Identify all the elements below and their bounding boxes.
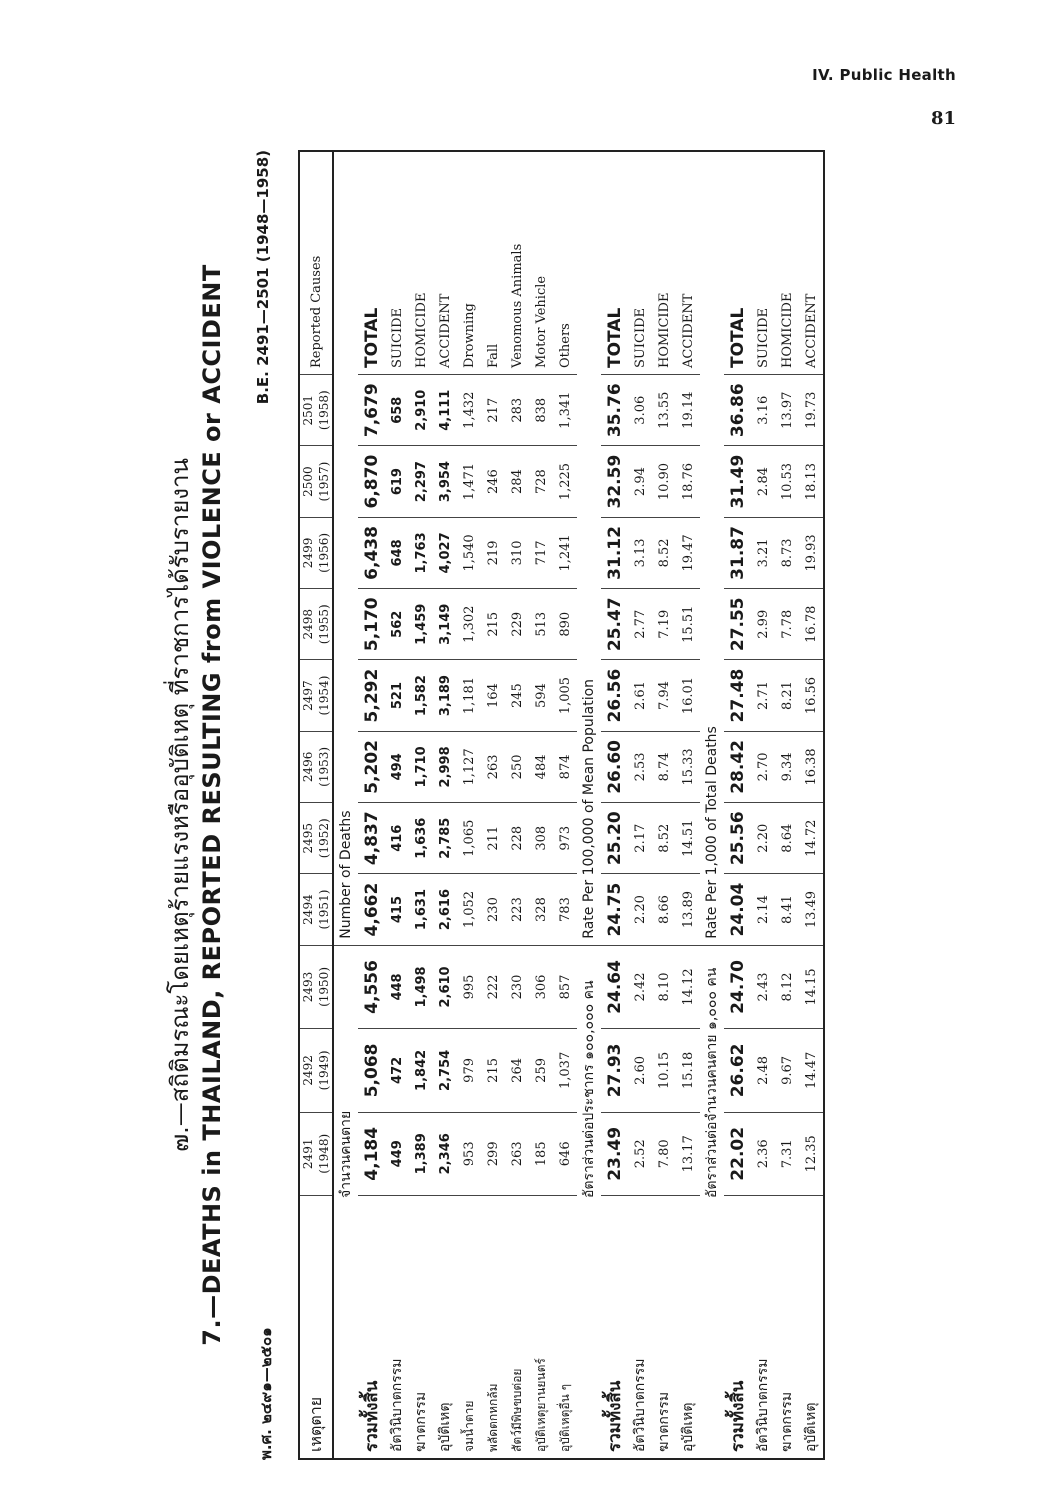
cause-english: Drowning (457, 151, 481, 375)
cause-english: TOTAL (601, 151, 628, 375)
header-year (299, 446, 333, 517)
year-be: 2499 (301, 537, 315, 569)
cause-thai: ฆาตกรรม (409, 1196, 433, 1460)
value-cell: 4,111 (433, 375, 457, 446)
value-cell: 7.31 (775, 1112, 799, 1195)
year-be: 2496 (301, 751, 315, 783)
table-row (553, 151, 577, 1459)
value-cell: 979 (457, 1029, 481, 1112)
value-cell: 211 (481, 803, 505, 874)
table-row (652, 151, 676, 1459)
value-cell: 2.53 (628, 731, 652, 802)
value-cell: 19.47 (676, 517, 700, 588)
value-cell: 2.43 (751, 945, 775, 1028)
value-cell: 15.33 (676, 731, 700, 802)
year-be: 2495 (301, 822, 315, 854)
value-cell: 2,754 (433, 1029, 457, 1112)
value-cell: 14.47 (799, 1029, 824, 1112)
table-row (505, 151, 529, 1459)
value-cell: 619 (385, 446, 409, 517)
value-cell: 19.14 (676, 375, 700, 446)
value-cell: 2.14 (751, 874, 775, 945)
value-cell: 4,837 (358, 803, 385, 874)
value-cell: 2.99 (751, 589, 775, 660)
value-cell: 1,459 (409, 589, 433, 660)
value-cell: 4,556 (358, 945, 385, 1028)
value-cell: 25.56 (724, 803, 751, 874)
cause-thai: อัตวินิบาตกรรม (385, 1196, 409, 1460)
value-cell: 484 (529, 731, 553, 802)
value-cell: 3,189 (433, 660, 457, 731)
title-thai: ๗.—สถิติมรณะโดยเหตุร้ายแรงหรืออุบัติเหตุ ที่ราชการได้รับรายงาน (166, 458, 194, 1152)
cause-english: Motor Vehicle (529, 151, 553, 375)
table-row (724, 151, 751, 1459)
value-cell: 5,292 (358, 660, 385, 731)
value-cell: 24.04 (724, 874, 751, 945)
year-ad: (1950) (317, 967, 331, 1007)
value-cell: 24.70 (724, 945, 751, 1028)
year-ad: (1958) (317, 390, 331, 431)
value-cell: 26.62 (724, 1029, 751, 1112)
value-cell: 8.74 (652, 731, 676, 802)
value-cell: 13.17 (676, 1112, 700, 1195)
header-year (299, 945, 333, 1028)
value-cell: 2,346 (433, 1112, 457, 1195)
cause-thai: รวมทั้งสิ้น (724, 1196, 751, 1460)
year-ad: (1955) (317, 604, 331, 645)
value-cell: 13.89 (676, 874, 700, 945)
value-cell: 1,181 (457, 660, 481, 731)
value-cell: 246 (481, 446, 505, 517)
table-row (433, 151, 457, 1459)
year-be: 2493 (301, 971, 315, 1003)
value-cell: 217 (481, 375, 505, 446)
value-cell: 2,610 (433, 945, 457, 1028)
value-cell: 1,631 (409, 874, 433, 945)
value-cell: 2,910 (409, 375, 433, 446)
year-be: 2500 (301, 466, 315, 497)
table-row (601, 151, 628, 1459)
value-cell: 14.72 (799, 803, 824, 874)
section-label-row (333, 151, 358, 1459)
cause-english: ACCIDENT (433, 151, 457, 375)
value-cell: 27.93 (601, 1029, 628, 1112)
header-year (299, 803, 333, 874)
header-year (299, 874, 333, 945)
table-row (676, 151, 700, 1459)
header-year (299, 1029, 333, 1112)
value-cell: 7.94 (652, 660, 676, 731)
value-cell: 2,297 (409, 446, 433, 517)
year-ad: (1954) (317, 675, 331, 716)
value-cell: 228 (505, 803, 529, 874)
rotated-table-page (150, 150, 950, 1460)
value-cell: 857 (553, 945, 577, 1028)
value-cell: 31.49 (724, 446, 751, 517)
value-cell: 14.12 (676, 945, 700, 1028)
cause-thai: อัตวินิบาตกรรม (628, 1196, 652, 1460)
value-cell: 284 (505, 446, 529, 517)
value-cell: 1,471 (457, 446, 481, 517)
year-be: 2491 (301, 1138, 315, 1170)
value-cell: 2.84 (751, 446, 775, 517)
value-cell: 299 (481, 1112, 505, 1195)
cause-english: HOMICIDE (409, 151, 433, 375)
value-cell: 594 (529, 660, 553, 731)
value-cell: 25.20 (601, 803, 628, 874)
section-label-row (577, 151, 601, 1459)
value-cell: 783 (553, 874, 577, 945)
cause-thai: ฆาตกรรม (775, 1196, 799, 1460)
value-cell: 1,052 (457, 874, 481, 945)
value-cell: 27.55 (724, 589, 751, 660)
cause-thai: อุบัติเหตุอื่น ๆ (553, 1196, 577, 1460)
value-cell: 26.60 (601, 731, 628, 802)
value-cell: 5,170 (358, 589, 385, 660)
value-cell: 8.41 (775, 874, 799, 945)
cause-english: ACCIDENT (676, 151, 700, 375)
value-cell: 1,127 (457, 731, 481, 802)
table-row (457, 151, 481, 1459)
value-cell: 215 (481, 1029, 505, 1112)
value-cell: 728 (529, 446, 553, 517)
value-cell: 4,184 (358, 1112, 385, 1195)
value-cell: 2.42 (628, 945, 652, 1028)
table-row (385, 151, 409, 1459)
value-cell: 16.56 (799, 660, 824, 731)
value-cell: 19.73 (799, 375, 824, 446)
value-cell: 973 (553, 803, 577, 874)
value-cell: 2.70 (751, 731, 775, 802)
section-label-row (700, 151, 724, 1459)
cause-thai: รวมทั้งสิ้น (358, 1196, 385, 1460)
year-ad: (1957) (317, 461, 331, 502)
value-cell: 874 (553, 731, 577, 802)
value-cell: 2.17 (628, 803, 652, 874)
value-cell: 890 (553, 589, 577, 660)
year-be: 2501 (301, 394, 315, 426)
value-cell: 19.93 (799, 517, 824, 588)
table-row (409, 151, 433, 1459)
value-cell: 230 (481, 874, 505, 945)
value-cell: 6,438 (358, 517, 385, 588)
value-cell: 415 (385, 874, 409, 945)
header-cause-english: Reported Causes (299, 151, 333, 375)
value-cell: 16.78 (799, 589, 824, 660)
cause-thai: สัตว์มีพิษขบต่อย (505, 1196, 529, 1460)
year-be: 2492 (301, 1055, 315, 1086)
value-cell: 1,636 (409, 803, 433, 874)
value-cell: 449 (385, 1112, 409, 1195)
section-label-thai: อัตราส่วนต่อประชากร ๑๐๐,๐๐๐ คน (577, 945, 601, 1459)
value-cell: 8.12 (775, 945, 799, 1028)
value-cell: 263 (481, 731, 505, 802)
value-cell: 2.61 (628, 660, 652, 731)
section-label-thai: อัตราส่วนต่อจำนวนคนตาย ๑,๐๐๐ คน (700, 945, 724, 1459)
cause-english: Fall (481, 151, 505, 375)
value-cell: 283 (505, 375, 529, 446)
value-cell: 472 (385, 1029, 409, 1112)
value-cell: 25.47 (601, 589, 628, 660)
value-cell: 13.49 (799, 874, 824, 945)
value-cell: 31.12 (601, 517, 628, 588)
value-cell: 308 (529, 803, 553, 874)
value-cell: 3.16 (751, 375, 775, 446)
value-cell: 10.90 (652, 446, 676, 517)
section-label-english: Rate Per 1,000 of Total Deaths (700, 151, 724, 945)
value-cell: 3.06 (628, 375, 652, 446)
value-cell: 5,068 (358, 1029, 385, 1112)
value-cell: 2,785 (433, 803, 457, 874)
value-cell: 7.80 (652, 1112, 676, 1195)
table-row (358, 151, 385, 1459)
year-ad: (1956) (317, 532, 331, 573)
value-cell: 13.55 (652, 375, 676, 446)
value-cell: 32.59 (601, 446, 628, 517)
value-cell: 3.21 (751, 517, 775, 588)
header-cause-thai: เหตุตาย (299, 1196, 333, 1460)
value-cell: 4,027 (433, 517, 457, 588)
header-year (299, 660, 333, 731)
value-cell: 2.52 (628, 1112, 652, 1195)
cause-english: ACCIDENT (799, 151, 824, 375)
value-cell: 1,389 (409, 1112, 433, 1195)
title-english: 7.—DEATHS in THAILAND, REPORTED RESULTING from VIOLENCE or ACCIDENT (198, 264, 226, 1346)
header-row (299, 151, 333, 1459)
cause-thai: จมน้ำตาย (457, 1196, 481, 1460)
cause-english: Others (553, 151, 577, 375)
value-cell: 8.64 (775, 803, 799, 874)
value-cell: 416 (385, 803, 409, 874)
value-cell: 9.34 (775, 731, 799, 802)
value-cell: 10.15 (652, 1029, 676, 1112)
value-cell: 7.78 (775, 589, 799, 660)
value-cell: 219 (481, 517, 505, 588)
value-cell: 222 (481, 945, 505, 1028)
value-cell: 28.42 (724, 731, 751, 802)
value-cell: 2.48 (751, 1029, 775, 1112)
value-cell: 1,005 (553, 660, 577, 731)
value-cell: 494 (385, 731, 409, 802)
value-cell: 15.18 (676, 1029, 700, 1112)
value-cell: 10.53 (775, 446, 799, 517)
value-cell: 16.38 (799, 731, 824, 802)
title-block (150, 150, 290, 1460)
table-row (751, 151, 775, 1459)
value-cell: 12.35 (799, 1112, 824, 1195)
value-cell: 185 (529, 1112, 553, 1195)
deaths-table (298, 150, 825, 1460)
table-row (481, 151, 505, 1459)
year-ad: (1952) (317, 818, 331, 859)
cause-thai: อุบัติเหตุ (676, 1196, 700, 1460)
section-header: IV. Public Health (812, 66, 956, 84)
value-cell: 8.52 (652, 803, 676, 874)
value-cell: 215 (481, 589, 505, 660)
value-cell: 995 (457, 945, 481, 1028)
year-ad: (1951) (317, 889, 331, 930)
value-cell: 1,582 (409, 660, 433, 731)
cause-thai: อุบัติเหตุยานยนตร์ (529, 1196, 553, 1460)
value-cell: 3,149 (433, 589, 457, 660)
value-cell: 16.01 (676, 660, 700, 731)
cause-thai: อุบัติเหตุ (799, 1196, 824, 1460)
value-cell: 7,679 (358, 375, 385, 446)
year-be: 2497 (301, 680, 315, 711)
period-english: B.E. 2491—2501 (1948—1958) (254, 150, 272, 405)
value-cell: 328 (529, 874, 553, 945)
cause-english: Venomous Animals (505, 151, 529, 375)
value-cell: 2.94 (628, 446, 652, 517)
value-cell: 838 (529, 375, 553, 446)
value-cell: 164 (481, 660, 505, 731)
cause-thai: อุบัติเหตุ (433, 1196, 457, 1460)
year-be: 2498 (301, 608, 315, 640)
value-cell: 1,498 (409, 945, 433, 1028)
section-label-english: Rate Per 100,000 of Mean Population (577, 151, 601, 945)
value-cell: 2,616 (433, 874, 457, 945)
value-cell: 8.66 (652, 874, 676, 945)
year-ad: (1948) (317, 1133, 331, 1174)
value-cell: 245 (505, 660, 529, 731)
value-cell: 9.67 (775, 1029, 799, 1112)
cause-thai: อัตวินิบาตกรรม (751, 1196, 775, 1460)
value-cell: 306 (529, 945, 553, 1028)
value-cell: 658 (385, 375, 409, 446)
value-cell: 648 (385, 517, 409, 588)
value-cell: 1,225 (553, 446, 577, 517)
value-cell: 521 (385, 660, 409, 731)
table-row (775, 151, 799, 1459)
value-cell: 229 (505, 589, 529, 660)
value-cell: 448 (385, 945, 409, 1028)
table-row (529, 151, 553, 1459)
page-number: 81 (930, 108, 956, 129)
value-cell: 26.56 (601, 660, 628, 731)
value-cell: 2,998 (433, 731, 457, 802)
value-cell: 6,870 (358, 446, 385, 517)
cause-english: SUICIDE (751, 151, 775, 375)
value-cell: 36.86 (724, 375, 751, 446)
value-cell: 7.19 (652, 589, 676, 660)
table-row (799, 151, 824, 1459)
table-body (333, 151, 824, 1459)
section-label-thai: จำนวนคนตาย (333, 945, 358, 1459)
value-cell: 1,302 (457, 589, 481, 660)
value-cell: 1,341 (553, 375, 577, 446)
value-cell: 18.76 (676, 446, 700, 517)
table-row (628, 151, 652, 1459)
value-cell: 1,763 (409, 517, 433, 588)
value-cell: 5,202 (358, 731, 385, 802)
value-cell: 264 (505, 1029, 529, 1112)
value-cell: 562 (385, 589, 409, 660)
year-be: 2494 (301, 894, 315, 925)
value-cell: 8.73 (775, 517, 799, 588)
value-cell: 259 (529, 1029, 553, 1112)
value-cell: 15.51 (676, 589, 700, 660)
header-year (299, 1112, 333, 1195)
value-cell: 2.60 (628, 1029, 652, 1112)
value-cell: 1,065 (457, 803, 481, 874)
value-cell: 953 (457, 1112, 481, 1195)
value-cell: 18.13 (799, 446, 824, 517)
cause-english: TOTAL (358, 151, 385, 375)
value-cell: 2.20 (628, 874, 652, 945)
year-ad: (1949) (317, 1050, 331, 1091)
cause-english: SUICIDE (385, 151, 409, 375)
value-cell: 2.36 (751, 1112, 775, 1195)
value-cell: 3.13 (628, 517, 652, 588)
value-cell: 23.49 (601, 1112, 628, 1195)
value-cell: 8.21 (775, 660, 799, 731)
value-cell: 1,241 (553, 517, 577, 588)
cause-english: HOMICIDE (652, 151, 676, 375)
header-year (299, 731, 333, 802)
value-cell: 22.02 (724, 1112, 751, 1195)
value-cell: 8.52 (652, 517, 676, 588)
value-cell: 4,662 (358, 874, 385, 945)
header-year (299, 589, 333, 660)
value-cell: 1,710 (409, 731, 433, 802)
cause-english: HOMICIDE (775, 151, 799, 375)
value-cell: 250 (505, 731, 529, 802)
value-cell: 263 (505, 1112, 529, 1195)
value-cell: 223 (505, 874, 529, 945)
value-cell: 2.71 (751, 660, 775, 731)
value-cell: 646 (553, 1112, 577, 1195)
value-cell: 230 (505, 945, 529, 1028)
header-year (299, 517, 333, 588)
cause-english: TOTAL (724, 151, 751, 375)
value-cell: 2.77 (628, 589, 652, 660)
cause-thai: รวมทั้งสิ้น (601, 1196, 628, 1460)
section-label-english: Number of Deaths (333, 151, 358, 945)
value-cell: 1,842 (409, 1029, 433, 1112)
value-cell: 27.48 (724, 660, 751, 731)
value-cell: 1,037 (553, 1029, 577, 1112)
value-cell: 24.75 (601, 874, 628, 945)
value-cell: 717 (529, 517, 553, 588)
cause-thai: พลัดตกหกล้ม (481, 1196, 505, 1460)
cause-thai: ฆาตกรรม (652, 1196, 676, 1460)
value-cell: 31.87 (724, 517, 751, 588)
year-ad: (1953) (317, 746, 331, 787)
value-cell: 35.76 (601, 375, 628, 446)
period-thai: พ.ศ. ๒๔๙๑—๒๕๐๑ (257, 1327, 275, 1460)
value-cell: 513 (529, 589, 553, 660)
value-cell: 8.10 (652, 945, 676, 1028)
cause-english: SUICIDE (628, 151, 652, 375)
value-cell: 3,954 (433, 446, 457, 517)
header-year (299, 375, 333, 446)
value-cell: 1,540 (457, 517, 481, 588)
value-cell: 14.51 (676, 803, 700, 874)
value-cell: 14.15 (799, 945, 824, 1028)
value-cell: 310 (505, 517, 529, 588)
value-cell: 1,432 (457, 375, 481, 446)
value-cell: 24.64 (601, 945, 628, 1028)
value-cell: 13.97 (775, 375, 799, 446)
value-cell: 2.20 (751, 803, 775, 874)
